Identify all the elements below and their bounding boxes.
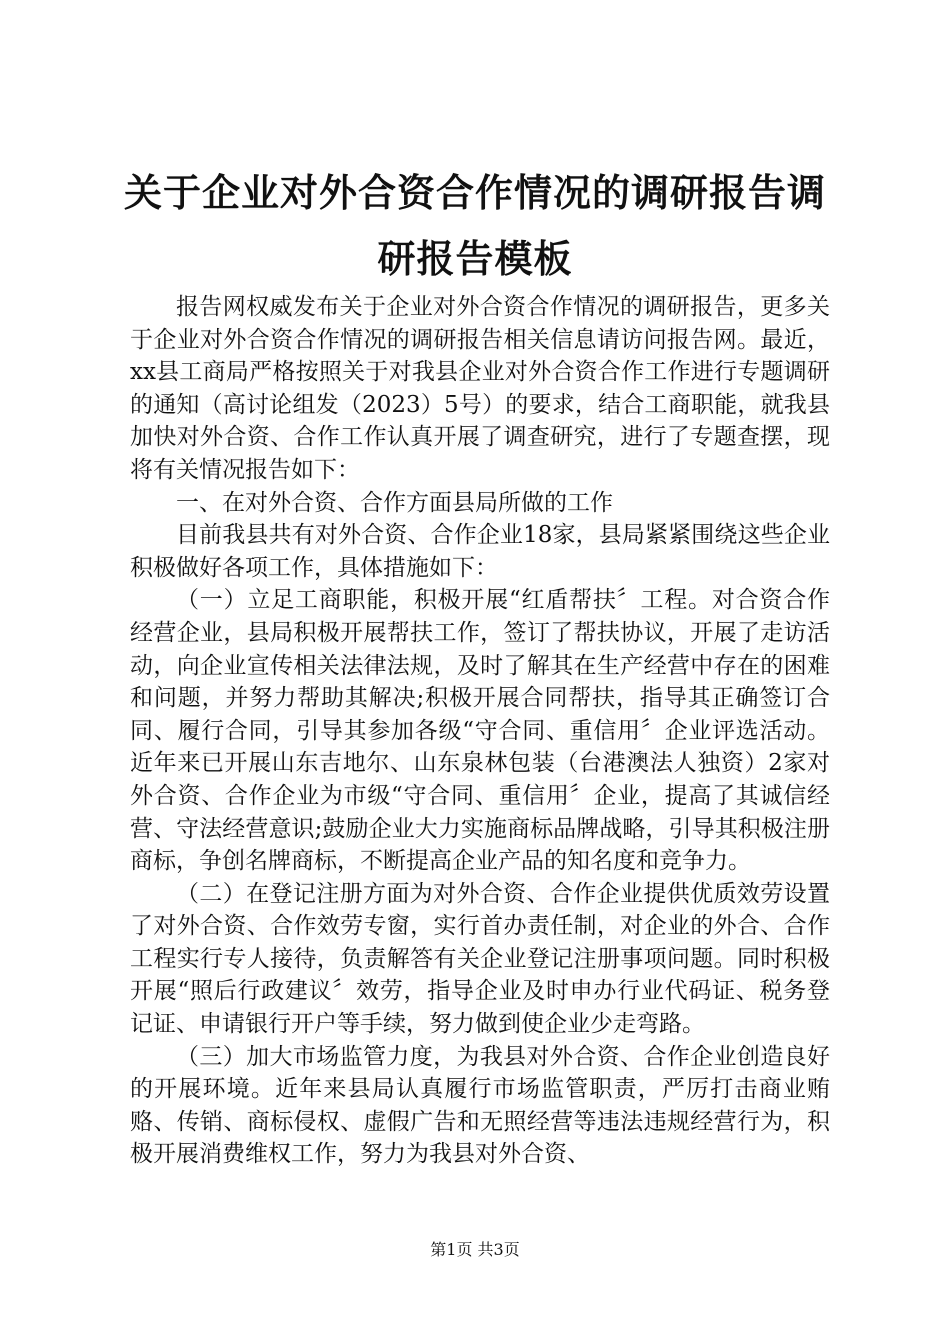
document-body <box>130 291 830 1171</box>
body-paragraph: （三）加大市场监管力度，为我县对外合资、合作企业创造良好的开展环境。近年来县局认真履行市场监管职责，严厉打击商业贿赂、传销、商标侵权、虚假广告和无照经营等违法违规经营行为，积极开展消费维权工作，努力为我县对外合资、 <box>130 1043 830 1168</box>
body-paragraph: （一）立足工商职能，积极开展“红盾帮扶〞工程。对合资合作经营企业，县局积极开展帮扶工作，签订了帮扶协议，开展了走访活动，向企业宣传相关法律法规，及时了解其在生产经营中存在的困难和问题，并努力帮助其解决;积极开展合同帮扶，指导其正确签订合同、履行合同，引导其参加各级“守合同、重信用〞企业评选活动。近年来已开展山东吉地尔、山东泉林包装（台港澳法人独资）2家对外合资、合作企业为市级“守合同、重信用〞企业，提高了其诚信经营、守法经营意识;鼓励企业大力实施商标品牌战略，引导其积极注册商标，争创名牌商标，不断提高企业产品的知名度和竞争力。 <box>130 587 830 875</box>
body-paragraph: 目前我县共有对外合资、合作企业18家，县局紧紧围绕这些企业积极做好各项工作，具体措施如下： <box>130 522 830 581</box>
section-heading: 一、在对外合资、合作方面县局所做的工作 <box>176 489 613 516</box>
intro-paragraph: 报告网权威发布关于企业对外合资合作情况的调研报告，更多关于企业对外合资合作情况的调研报告相关信息请访问报告网。最近，xx县工商局严格按照关于对我县企业对外合资合作工作进行专题调研的通知（高讨论组发（2023）5号）的要求，结合工商职能，就我县加快对外合资、合作工作认真开展了调查研究，进行了专题查摆，现将有关情况报告如下： <box>130 294 830 483</box>
body-paragraph: （二）在登记注册方面为对外合资、合作企业提供优质效劳设置了对外合资、合作效劳专窗，实行首办责任制，对企业的外合、合作工程实行专人接待，负责解答有关企业登记注册事项问题。同时积极开展“照后行政建议〞效劳，指导企业及时申办行业代码证、税务登记证、申请银行开户等手续，努力做到使企业少走弯路。 <box>130 880 830 1038</box>
document-title: 关于企业对外合资合作情况的调研报告调研报告模板 <box>123 170 826 281</box>
page-footer: 第1页 共3页 <box>430 1240 520 1259</box>
